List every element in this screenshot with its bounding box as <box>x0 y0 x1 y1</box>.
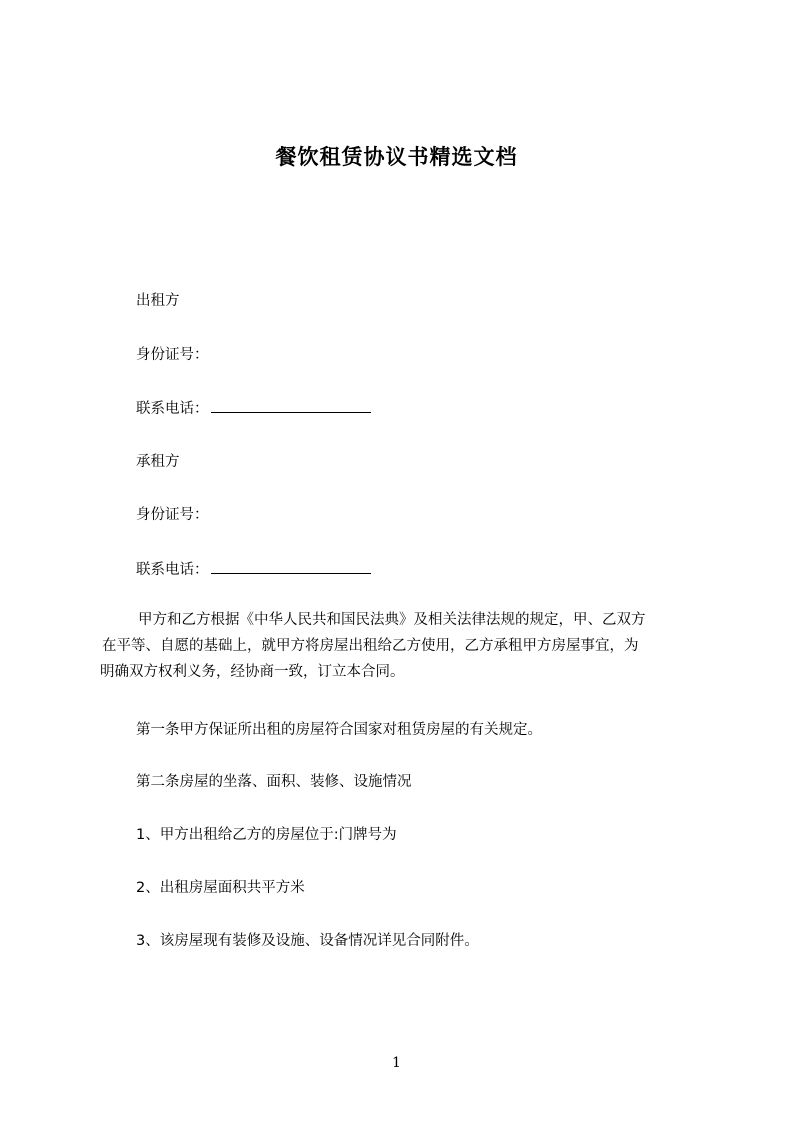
intro-line: 甲方和乙方根据《中华人民共和国民法典》及相关法律法规的规定，甲、乙双方 <box>138 612 646 628</box>
lessee-phone-label: 联系电话： <box>136 562 209 578</box>
article-2-item-2: 2、出租房屋面积共平方米 <box>136 880 305 896</box>
lessor-phone-row <box>136 398 371 419</box>
lessee-label: 承租方 <box>136 454 180 470</box>
lessor-phone-label: 联系电话： <box>136 401 209 417</box>
page-title: 餐饮租赁协议书精选文档 <box>275 145 518 169</box>
intro-line: 在平等、自愿的基础上，就甲方将房屋出租给乙方使用，乙方承租甲方房屋事宜，为 <box>102 638 639 654</box>
intro-line: 明确双方权利义务，经协商一致，订立本合同。 <box>100 664 405 680</box>
intro-paragraph <box>100 607 700 685</box>
article-2-item-3: 3、该房屋现有装修及设施、设备情况详见合同附件。 <box>136 933 479 949</box>
article-1: 第一条甲方保证所出租的房屋符合国家对租赁房屋的有关规定。 <box>136 722 542 738</box>
page-number: 1 <box>392 1055 401 1071</box>
lessor-id-label: 身份证号： <box>136 347 209 363</box>
lessee-phone-blank <box>211 559 371 574</box>
lessee-phone-row <box>136 559 371 580</box>
article-2: 第二条房屋的坐落、面积、装修、设施情况 <box>136 774 412 790</box>
lessor-label: 出租方 <box>136 293 180 309</box>
lessee-id-label: 身份证号： <box>136 507 209 523</box>
article-2-item-1: 1、甲方出租给乙方的房屋位于:门牌号为 <box>136 827 397 843</box>
lessor-phone-blank <box>211 398 371 413</box>
